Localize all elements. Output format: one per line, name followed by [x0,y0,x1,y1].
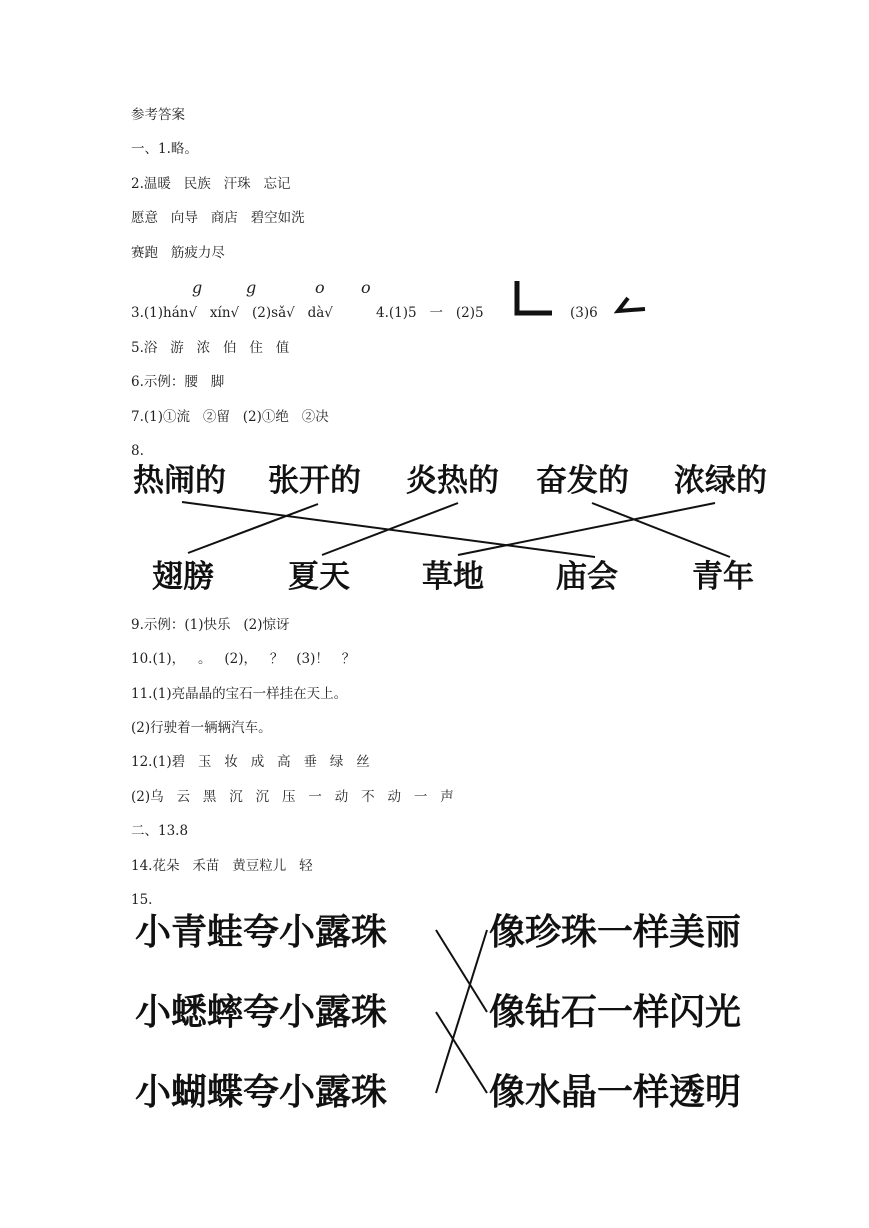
answer-line-10: 10.(1)， 。 (2)， ？ (3)！ ？ [131,651,356,667]
q8-top-word: 张开的 [268,463,361,499]
answer-line-5: 5.浴 游 浓 伯 住 值 [131,340,290,356]
answer-line-15: 15. [131,892,153,908]
q8-bottom-word: 草地 [422,559,484,595]
q8-top-word: 奋发的 [536,463,629,499]
correction-mark: o [315,278,325,297]
answer-line-4: 4.(1)5 一 (2)5 [376,305,484,321]
q8-top-word: 热闹的 [133,463,226,499]
correction-mark: g [192,278,203,297]
answer-line-2: 2.温暖 民族 汗珠 忘记 [131,176,291,192]
q15-right-item: 像水晶一样透明 [489,1072,742,1113]
answer-line-11b: (2)行驶着一辆辆汽车。 [131,720,272,736]
match-line [436,1012,487,1093]
q15-right-item: 像珍珠一样美丽 [489,912,742,953]
q15-left-item: 小青蛙夸小露珠 [135,912,388,953]
correction-mark: o [361,278,371,297]
answer-line-2b: 愿意 向导 商店 碧空如洗 [131,210,305,226]
page-title: 参考答案 [131,107,185,123]
answer-line-12b: (2)乌 云 黑 沉 沉 压 一 动 不 动 一 声 [131,789,454,805]
answer-line-6: 6.示例：腰 脚 [131,374,225,390]
correction-mark: g [246,278,257,297]
q8-bottom-word: 翅膀 [152,559,214,595]
q15-left-item: 小蟋蟀夸小露珠 [135,992,388,1033]
q8-top-word: 浓绿的 [674,463,767,499]
answer-line-8: 8. [131,443,144,459]
q15-right-item: 像钻石一样闪光 [489,992,742,1033]
answer-line-14: 14.花朵 禾苗 黄豆粒儿 轻 [131,858,313,874]
q8-bottom-word: 庙会 [556,559,618,595]
q8-top-word: 炎热的 [406,463,499,499]
answer-line-9: 9.示例：(1)快乐 (2)惊讶 [131,617,290,633]
q8-bottom-word: 青年 [692,559,754,595]
answer-line-11: 11.(1)亮晶晶的宝石一样挂在天上。 [131,686,348,702]
answer-line-13: 二、13.8 [131,823,189,839]
match-line [436,930,487,1012]
answer-line-3: 3.(1)hán√ xín√ (2)sǎ√ dà√ [131,305,333,321]
answer-line-7: 7.(1)①流 ②留 (2)①绝 ②决 [131,409,329,425]
q15-left-item: 小蝴蝶夸小露珠 [135,1072,388,1113]
answer-line-12: 12.(1)碧 玉 妆 成 高 垂 绿 丝 [131,754,370,770]
match-line [436,930,487,1093]
answer-line-1: 一、1.略。 [131,141,198,157]
answer-line-2c: 赛跑 筋疲力尽 [131,245,225,261]
answer-line-4-part3: (3)6 [570,305,598,321]
q8-bottom-word: 夏天 [288,559,350,595]
